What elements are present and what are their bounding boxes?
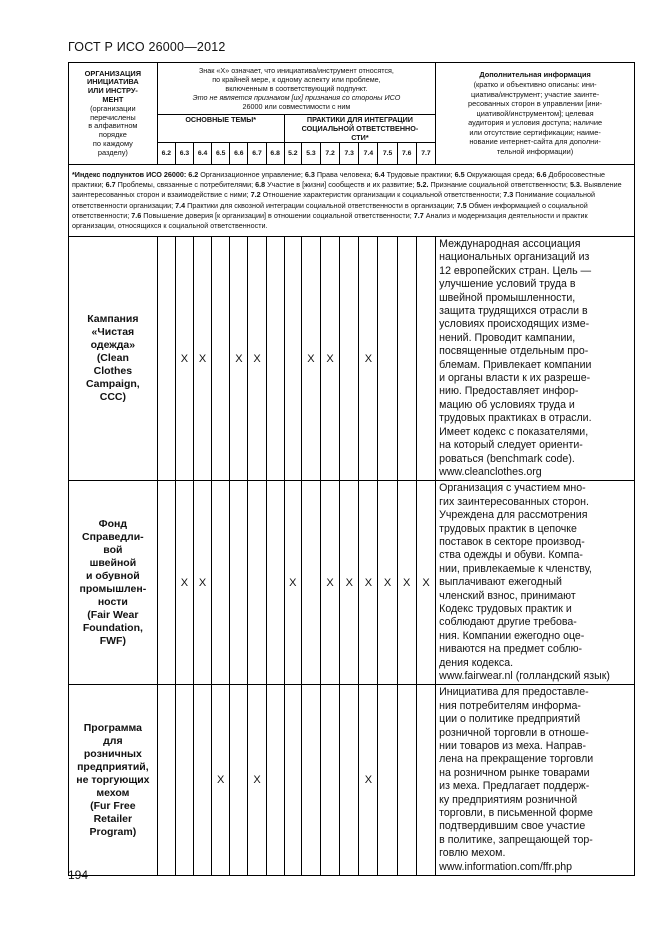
index-note-lead: *Индекс подпунктов ИСО 26000: 6.2	[72, 169, 199, 179]
description-line: нии товаров из меха. Направ-	[439, 740, 587, 753]
description-line: мацию об условиях труда и	[439, 398, 575, 411]
organization-column-header	[69, 63, 158, 165]
index-note-code: 6.3	[304, 169, 315, 179]
x-mark: X	[359, 481, 378, 685]
additional-info-line: ресованных сторон в управлении [ини-	[468, 99, 603, 109]
organization-name-line: предприятий,	[77, 760, 149, 773]
index-note-code: 6.6	[536, 169, 547, 179]
additional-info-title: Дополнительная информация	[479, 70, 591, 80]
subclause-number: 6.4	[194, 143, 212, 165]
organization-header-line: разделу)	[97, 147, 128, 157]
subclause-number: 7.2	[321, 143, 340, 165]
index-note-text: Повышение доверия [к организации] в отношении социальной ответственности;	[141, 210, 414, 220]
description-line: Организация с участием мно-	[439, 482, 586, 495]
organization-header-line: (организации	[90, 103, 136, 113]
description-line: выплачивают ежегодный	[439, 576, 562, 589]
organization-name-line: Программа	[83, 721, 142, 734]
note-line: по крайней мере, к одному аспекту или проблеме,	[212, 75, 381, 84]
description-line: улучшение условий труда в	[439, 278, 576, 291]
empty-cell	[212, 237, 230, 481]
organization-header-line: порядке	[98, 130, 127, 140]
note-line: включенным в соответствующий подпункт.	[225, 84, 368, 93]
description-line: нии, привлекаемые к членству,	[439, 562, 592, 575]
index-note-text: Права человека;	[314, 169, 375, 179]
organization-name-line: (Fair Wear	[87, 608, 139, 621]
description-line: нений. Проводит кампании,	[439, 331, 576, 344]
index-note-text: Участие в [жизни] сообществ и их развитие;	[265, 180, 417, 190]
subclause-number: 7.6	[397, 143, 416, 165]
description-line: гих заинтересованных сторон.	[439, 495, 589, 508]
x-mark: X	[340, 481, 359, 685]
description-line: блемам. Привлекает компании	[439, 358, 592, 371]
description-line: из меха. Предлагает поддерж-	[439, 780, 590, 793]
subclause-number: 6.7	[248, 143, 266, 165]
index-note-code: 5.2.	[416, 180, 429, 190]
organization-name-line: Campaign,	[86, 378, 140, 391]
initiatives-table	[68, 62, 635, 876]
description-line: Кодекс трудовых практик и	[439, 602, 572, 615]
organization-name-line: CCC)	[99, 391, 126, 404]
organization-name-line: Справедли-	[82, 530, 144, 543]
description-line: розничной торговли в отноше-	[439, 726, 589, 739]
table-row	[69, 685, 635, 876]
x-mark: X	[359, 237, 378, 481]
description-line: защита трудящихся отрасли в	[439, 305, 588, 318]
organization-name	[69, 481, 158, 685]
description-line: в политике, запрещающей тор-	[439, 833, 593, 846]
index-note-code: 7.7	[413, 210, 424, 220]
empty-cell	[266, 481, 284, 685]
index-note-text: Окружающая среда;	[464, 169, 537, 179]
description-line: ции о политике предприятий	[439, 713, 581, 726]
additional-info-header	[436, 63, 635, 165]
empty-cell	[284, 685, 301, 876]
organization-name	[69, 237, 158, 481]
empty-cell	[301, 685, 320, 876]
additional-info-line: циативой/инструментом]; целевая	[476, 108, 594, 118]
x-mark: X	[175, 481, 193, 685]
empty-cell	[301, 481, 320, 685]
note-line: Это не является признаком [их] признания со стороны ИСО	[192, 93, 401, 102]
x-mark: X	[359, 685, 378, 876]
empty-cell	[340, 685, 359, 876]
description-line: ства одежды и обуви. Компа-	[439, 549, 583, 562]
additional-info-line: аудитория и условия доступа; наличие	[468, 118, 603, 128]
empty-cell	[212, 481, 230, 685]
index-note-code: 6.4	[374, 169, 385, 179]
subclause-number: 7.7	[416, 143, 435, 165]
description-line: и органы власти к их разреше-	[439, 372, 591, 385]
index-note-code: 7.5	[456, 200, 467, 210]
description-line: говлю мехом.	[439, 847, 506, 860]
description-line: роваться (benchmark code).	[439, 452, 575, 465]
index-note-text: Анализ и модернизация деятельности и практик организации, относящихся к социальной ответственности.	[72, 210, 588, 230]
x-mark: X	[230, 237, 248, 481]
x-mark: X	[194, 481, 212, 685]
index-note-text: Понимание социальной ответственности организации;	[72, 190, 596, 210]
description-line: Имеет кодекс с показателями,	[439, 425, 589, 438]
organization-header-line: перечислены	[90, 112, 136, 122]
organization-name-line: для	[103, 734, 123, 747]
organization-name-line: Program)	[89, 825, 137, 838]
empty-cell	[230, 685, 248, 876]
additional-info-line: (кратко и объективно описаны: ини-	[473, 79, 597, 89]
practices-header	[284, 115, 435, 143]
additional-info-line: нование интернет-сайта для дополни-	[469, 137, 601, 147]
index-note-code: 7.4	[175, 200, 186, 210]
index-note-code: 7.3	[503, 190, 514, 200]
empty-cell	[397, 237, 416, 481]
index-note-code: 7.2	[250, 190, 261, 200]
subclause-number: 5.2	[284, 143, 301, 165]
organization-header-line: ИЛИ ИНСТРУ-	[87, 86, 138, 96]
organization-name-line: промышлен-	[79, 582, 147, 595]
website-link[interactable]: www.fairwear.nl (голландский язык)	[439, 670, 610, 682]
mark-explanation-note	[157, 63, 435, 115]
organization-name-line: (Clean	[96, 352, 129, 365]
organization-name-line: FWF)	[99, 634, 126, 647]
organization-name-line: Retailer	[93, 812, 133, 825]
empty-cell	[266, 237, 284, 481]
x-mark: X	[212, 685, 230, 876]
empty-cell	[157, 685, 175, 876]
index-note-code: 7.6	[131, 210, 142, 220]
organization-name-line: вой	[103, 543, 123, 556]
description-line: торговли, в письменной форме	[439, 807, 593, 820]
index-note-text: Выявление заинтересованных сторон и взаимодействие с ними;	[72, 180, 622, 200]
index-note-text: Признание социальной ответственности;	[428, 180, 570, 190]
description-line: национальных организаций из	[439, 251, 590, 264]
initiative-description	[436, 481, 635, 685]
note-line: Знак «X» означает, что инициатива/инструмент относятся,	[198, 66, 394, 75]
organization-name-line: (Fur Free	[90, 799, 136, 812]
x-mark: X	[175, 237, 193, 481]
description-line: лена на прекращение торговли	[439, 753, 594, 766]
practices-header-line: СТИ*	[351, 133, 369, 142]
core-subjects-header: ОСНОВНЫЕ ТЕМЫ*	[157, 115, 284, 143]
practices-header-line: ПРАКТИКИ ДЛЯ ИНТЕГРАЦИИ	[306, 115, 413, 124]
additional-info-line: или отсутствие сертификации; наиме-	[469, 127, 601, 137]
organization-name-line: одежда»	[90, 339, 136, 352]
running-header: ГОСТ Р ИСО 26000—2012	[68, 40, 226, 54]
x-mark: X	[321, 237, 340, 481]
description-line: соблюдают другие требова-	[439, 616, 577, 629]
organization-name-line: мехом	[96, 786, 130, 799]
page-number: 194	[68, 868, 89, 882]
table-row	[69, 481, 635, 685]
x-mark: X	[248, 685, 266, 876]
empty-cell	[378, 685, 397, 876]
additional-info-line: циатива/инструмент; участие заинте-	[471, 89, 600, 99]
index-note-code: 6.7	[105, 180, 116, 190]
x-mark: X	[321, 481, 340, 685]
initiative-description	[436, 685, 635, 876]
initiative-description	[436, 237, 635, 481]
description-line: ния потребителям информа-	[439, 699, 581, 712]
index-note-code: 5.3.	[569, 180, 582, 190]
description-line: на который следует ориенти-	[439, 439, 583, 452]
organization-name-line: Фонд	[98, 517, 128, 530]
organization-name-line: Foundation,	[82, 621, 143, 634]
index-note-code: 6.8	[255, 180, 266, 190]
empty-cell	[397, 685, 416, 876]
subclause-number: 5.3	[301, 143, 320, 165]
website-link[interactable]: www.information.com/ffr.php	[439, 860, 573, 873]
index-note-text: Добросовестные практики;	[72, 169, 606, 190]
subclause-number: 6.6	[230, 143, 248, 165]
description-line: ниваются на предмет соблю-	[439, 643, 583, 656]
organization-name-line: не торгующих	[76, 773, 150, 786]
organization-name-line: розничных	[83, 747, 142, 760]
description-line: дения кодекса.	[439, 656, 514, 669]
description-line: швейной промышленности,	[439, 291, 576, 304]
index-note-text: Трудовые практики;	[384, 169, 455, 179]
index-note-text: Отношение характеристик организации к социальной ответственности;	[260, 190, 504, 200]
description-line: членский взнос, принимают	[439, 589, 576, 602]
index-note-text: Обмен информацией о социальной ответственности;	[72, 200, 588, 220]
subclause-number: 6.5	[212, 143, 230, 165]
organization-header-line: по каждому	[92, 138, 133, 148]
x-mark: X	[416, 481, 435, 685]
description-line: Учреждена для рассмотрения	[439, 509, 588, 522]
description-line: условиях происходящих изме-	[439, 318, 590, 331]
description-line: посвященные отдельным про-	[439, 345, 589, 358]
description-line: поставок в секторе производ-	[439, 535, 585, 548]
subclause-number: 7.3	[340, 143, 359, 165]
empty-cell	[416, 237, 435, 481]
empty-cell	[340, 237, 359, 481]
organization-header-line: МЕНТ	[102, 94, 124, 104]
index-note-text: Практики для сквозной интеграции социальной ответственности в организации;	[185, 200, 457, 210]
x-mark: X	[397, 481, 416, 685]
empty-cell	[175, 685, 193, 876]
empty-cell	[284, 237, 301, 481]
description-line: ния. Компании ежегодно оце-	[439, 629, 585, 642]
empty-cell	[378, 237, 397, 481]
organization-name-line: Clothes	[93, 365, 133, 378]
empty-cell	[157, 237, 175, 481]
x-mark: X	[194, 237, 212, 481]
subclause-number: 6.8	[266, 143, 284, 165]
organization-name-line: ности	[97, 595, 128, 608]
x-mark: X	[301, 237, 320, 481]
organization-name-line: и обувной	[86, 569, 140, 582]
practices-header-line: СОЦИАЛЬНОЙ ОТВЕТСТВЕННО-	[301, 124, 419, 133]
empty-cell	[416, 685, 435, 876]
description-line: ку предприятиям розничной	[439, 793, 578, 806]
description-line: нию. Предоставляет инфор-	[439, 385, 579, 398]
empty-cell	[248, 481, 266, 685]
table-row	[69, 237, 635, 481]
subclause-number: 6.2	[157, 143, 175, 165]
note-line: 26000 или совместимости с ним	[242, 102, 351, 111]
description-line: Международная ассоциация	[439, 238, 581, 250]
empty-cell	[321, 685, 340, 876]
empty-cell	[194, 685, 212, 876]
description-line: подтвердившим свое участие	[439, 820, 586, 833]
x-mark: X	[248, 237, 266, 481]
description-line: Инициатива для предоставле-	[439, 686, 589, 699]
subclause-index-note	[69, 165, 635, 237]
empty-cell	[157, 481, 175, 685]
organization-name	[69, 685, 158, 876]
description-line: 12 европейских стран. Цель —	[439, 264, 592, 277]
subclause-number: 7.5	[378, 143, 397, 165]
x-mark: X	[378, 481, 397, 685]
organization-header-line: в алфавитном	[88, 121, 138, 131]
subclause-number: 6.3	[175, 143, 193, 165]
description-line: трудовых практиках в отрасли.	[439, 412, 592, 425]
subclause-number: 7.4	[359, 143, 378, 165]
empty-cell	[266, 685, 284, 876]
index-note-text: Организационное управление;	[198, 169, 305, 179]
index-note-text: Проблемы, связанные с потребителями;	[115, 180, 256, 190]
additional-info-line: тельной информации)	[496, 147, 574, 157]
description-line: трудовых практик в цепочке	[439, 522, 577, 535]
website-link[interactable]: www.cleanclothes.org	[439, 465, 542, 478]
description-line: на розничном рынке товарами	[439, 766, 590, 779]
organization-name-line: «Чистая	[91, 326, 135, 339]
organization-name-line: швейной	[89, 556, 137, 569]
index-note-code: 6.5	[454, 169, 465, 179]
empty-cell	[230, 481, 248, 685]
x-mark: X	[284, 481, 301, 685]
organization-header-line: ИНИЦИАТИВА	[86, 77, 139, 87]
organization-header-line: ОРГАНИЗАЦИЯ	[84, 68, 142, 78]
organization-name-line: Кампания	[87, 313, 139, 326]
